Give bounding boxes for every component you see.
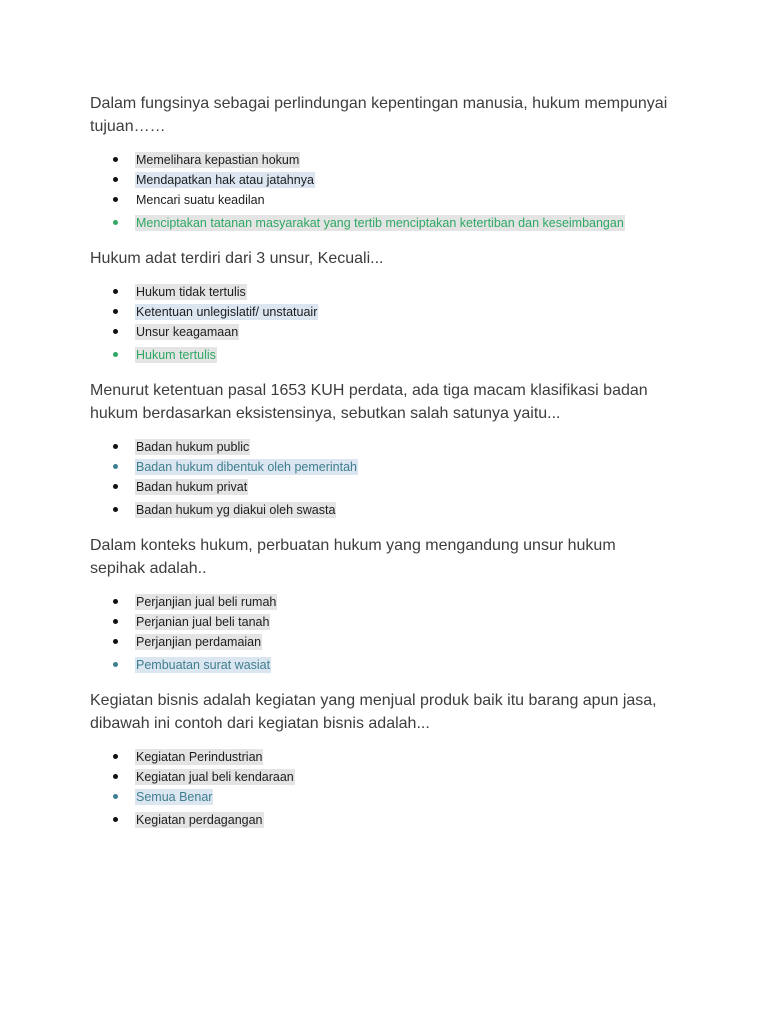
options-list-5	[90, 747, 768, 830]
bullet-icon	[113, 639, 118, 644]
bullet-icon	[113, 220, 118, 225]
option-4c: Perjanjian perdamaian	[110, 632, 768, 652]
bullet-icon	[113, 329, 118, 334]
bullet-icon	[113, 309, 118, 314]
option-4b: Perjanian jual beli tanah	[110, 612, 768, 632]
bullet-icon	[113, 464, 118, 469]
bullet-icon	[113, 817, 118, 822]
bullet-icon	[113, 484, 118, 489]
option-3c: Badan hukum privat	[110, 477, 768, 497]
question-5: Kegiatan bisnis adalah kegiatan yang menjual produk baik itu barang apun jasa, dibawah ini contoh dari kegiatan bisnis adalah...	[90, 692, 657, 732]
options-list-4	[90, 592, 768, 675]
option-2a: Hukum tidak tertulis	[110, 282, 768, 302]
option-3d: Badan hukum yg diakui oleh swasta	[110, 500, 768, 520]
option-2d-answer: Hukum tertulis	[110, 345, 768, 365]
bullet-icon	[113, 197, 118, 202]
bullet-icon	[113, 289, 118, 294]
bullet-icon	[113, 619, 118, 624]
options-list-1	[90, 150, 768, 233]
option-1a: Memelihara kepastian hokum	[110, 150, 768, 170]
bullet-icon	[113, 599, 118, 604]
option-4d-answer: Pembuatan surat wasiat	[110, 655, 768, 675]
question-2: Hukum adat terdiri dari 3 unsur, Kecuali...	[90, 250, 384, 267]
question-4: Dalam konteks hukum, perbuatan hukum yang mengandung unsur hukum sepihak adalah..	[90, 537, 616, 577]
bullet-icon	[113, 507, 118, 512]
option-1c: Mencari suatu keadilan	[110, 190, 768, 210]
bullet-icon	[113, 444, 118, 449]
option-3b-answer: Badan hukum dibentuk oleh pemerintah	[110, 457, 768, 477]
options-list-2	[90, 282, 768, 365]
option-5c-answer: Semua Benar	[110, 787, 768, 807]
bullet-icon	[113, 774, 118, 779]
option-4a: Perjanjian jual beli rumah	[110, 592, 768, 612]
bullet-icon	[113, 177, 118, 182]
bullet-icon	[113, 662, 118, 667]
bullet-icon	[113, 794, 118, 799]
option-1b: Mendapatkan hak atau jatahnya	[110, 170, 768, 190]
option-2c: Unsur keagamaan	[110, 322, 768, 342]
bullet-icon	[113, 352, 118, 357]
option-3a: Badan hukum public	[110, 437, 768, 457]
bullet-icon	[113, 157, 118, 162]
question-1: Dalam fungsinya sebagai perlindungan kepentingan manusia, hukum mempunyai tujuan……	[90, 95, 668, 135]
option-5a: Kegiatan Perindustrian	[110, 747, 768, 767]
options-list-3	[90, 437, 768, 520]
question-3: Menurut ketentuan pasal 1653 KUH perdata, ada tiga macam klasifikasi badan hukum berdasarkan eksistensinya, sebutkan salah satunya yaitu...	[90, 382, 648, 422]
option-5d: Kegiatan perdagangan	[110, 810, 768, 830]
bullet-icon	[113, 754, 118, 759]
option-1d-answer: Menciptakan tatanan masyarakat yang tertib menciptakan ketertiban dan keseimbangan	[110, 213, 768, 233]
option-2b: Ketentuan unlegislatif/ unstatuair	[110, 302, 768, 322]
option-5b: Kegiatan jual beli kendaraan	[110, 767, 768, 787]
